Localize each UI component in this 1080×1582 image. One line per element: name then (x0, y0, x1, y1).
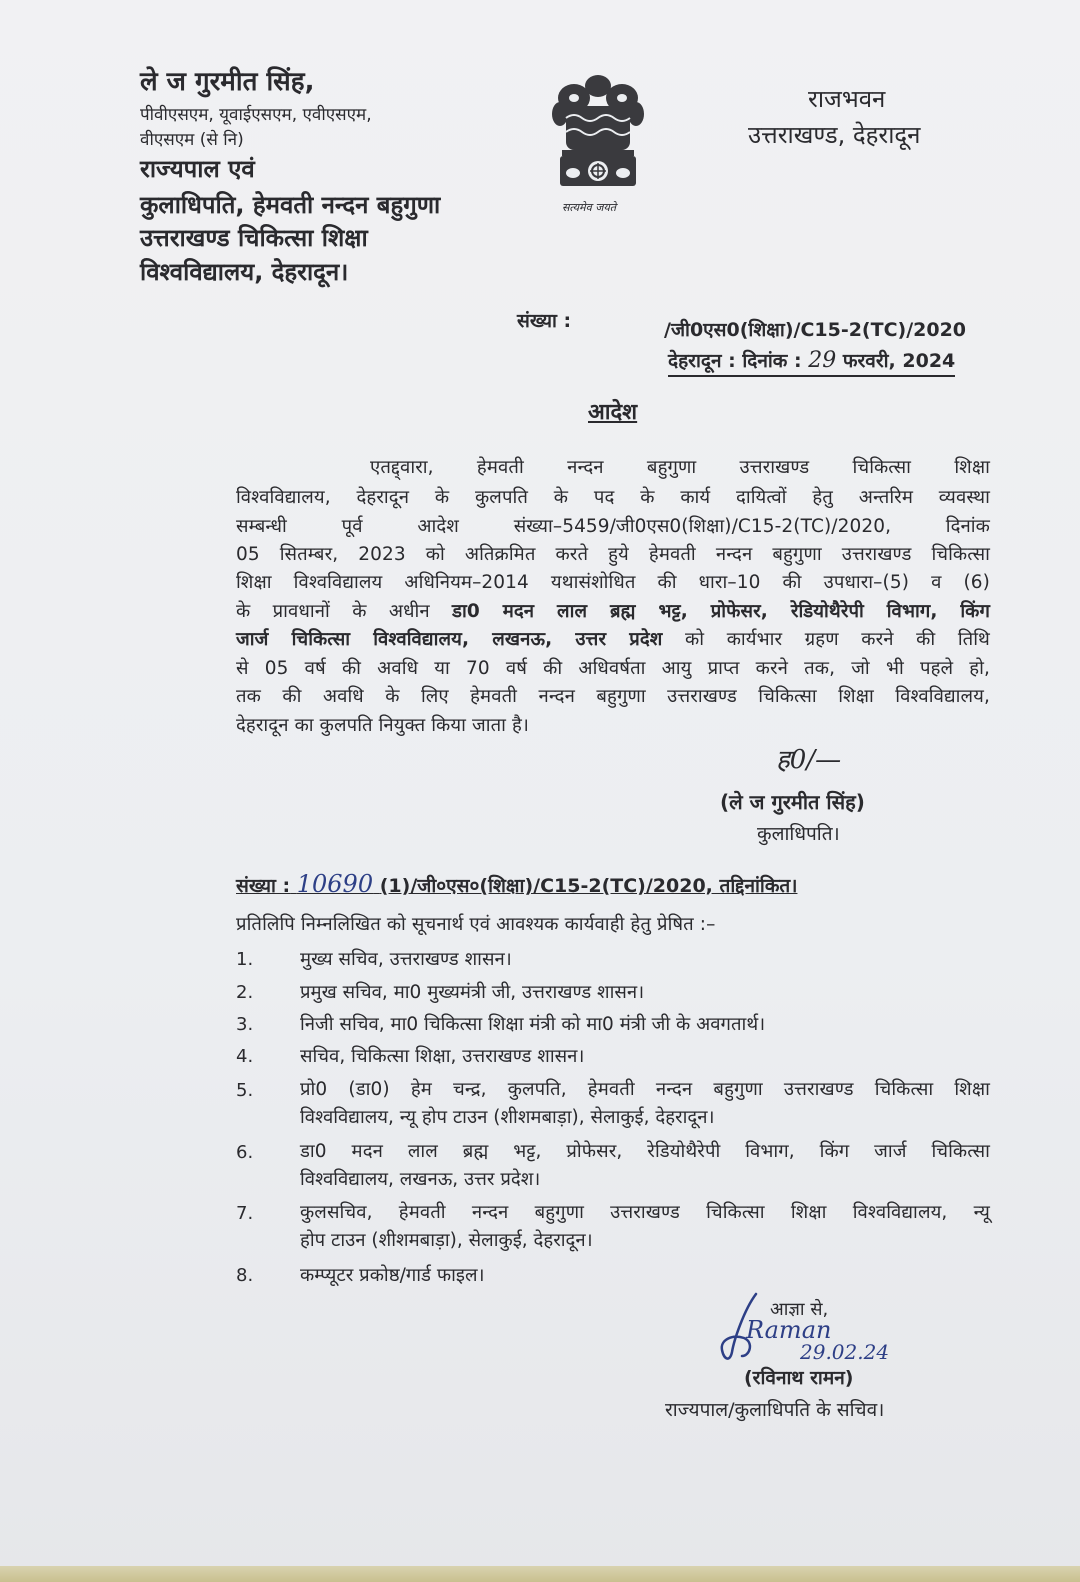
signature-handwritten: ह0/— (776, 745, 842, 775)
list-item-cont: विश्वविद्यालय, लखनऊ, उत्तर प्रदेश। (300, 1169, 541, 1190)
order-line-7-post: को कार्यभार ग्रहण करने की तिथि (662, 629, 990, 650)
sender-decorations-2: वीएसएम (से नि) (140, 130, 244, 150)
bottom-edge (0, 1566, 1080, 1582)
order-line-8 (236, 655, 990, 680)
sender-title-3: उत्तराखण्ड चिकित्सा शिक्षा (140, 224, 368, 252)
order-line-6 (236, 598, 990, 623)
signatory-designation: कुलाधिपति। (757, 823, 840, 845)
sender-title: राज्यपाल एवं (140, 155, 255, 183)
national-emblem-icon (546, 68, 650, 218)
list-item (300, 1076, 990, 1101)
order-line-text: विश्वविद्यालय, देहरादून के कुलपति के पद के कार्य दायित्वों हेतु अन्तरिम व्यवस्था (236, 487, 990, 508)
list-item: सचिव, चिकित्सा शिक्षा, उत्तराखण्ड शासन। (300, 1046, 585, 1067)
reference-label: संख्या : (517, 310, 572, 332)
appointee-name: डा0 मदन लाल ब्रह्म भट्ट, प्रोफेसर, रेडियोथैरेपी विभाग, किंग (452, 601, 990, 622)
signature-date: 29.02.24 (800, 1340, 890, 1364)
order-line-text: तक की अवधि के लिए हेमवती नन्दन बहुगुणा उत्तराखण्ड चिकित्सा शिक्षा विश्वविद्यालय, (236, 686, 990, 707)
sender-decorations: पीवीएसएम, यूवाईएसएम, एवीएसएम, (140, 105, 372, 125)
list-item-text: डा0 मदन लाल ब्रह्म भट्ट, प्रोफेसर, रेडियोथैरेपी विभाग, किंग जार्ज चिकित्सा (300, 1141, 990, 1162)
reference-date-label: देहरादून : दिनांक : (668, 350, 802, 372)
office-line-1: राजभवन (808, 85, 886, 113)
copy-number-rest: (1)/जी०एस०(शिक्षा)/C15-2(TC)/2020, तद्दिनांकित। (379, 875, 798, 897)
reference-date-rest: फरवरी, 2024 (842, 350, 956, 372)
copy-number-label: संख्या : (236, 875, 291, 897)
signatory-name: (ले ज गुरमीत सिंह) (720, 790, 865, 814)
order-line-9 (236, 683, 990, 708)
list-item-number: 4. (236, 1046, 254, 1067)
list-item-cont: विश्वविद्यालय, न्यू होप टाउन (शीशमबाड़ा), सेलाकुई, देहरादून। (300, 1107, 715, 1128)
reference-date (668, 347, 955, 377)
copy-number-handwritten: 10690 (296, 870, 374, 898)
order-line-2 (236, 484, 990, 509)
order-line-7 (236, 626, 990, 651)
list-item-number: 3. (236, 1014, 254, 1035)
sender-title-4: विश्वविद्यालय, देहरादून। (140, 258, 349, 286)
sender-name: ले ज गुरमीत सिंह, (140, 67, 315, 97)
order-line-text: सम्बन्धी पूर्व आदेश संख्या–5459/जी0एस0(शिक्षा)/C15-2(TC)/2020, दिनांक (236, 516, 990, 537)
list-item: मुख्य सचिव, उत्तराखण्ड शासन। (300, 949, 512, 970)
list-item-cont: होप टाउन (शीशमबाड़ा), सेलाकुई, देहरादून। (300, 1230, 593, 1251)
copy-intro: प्रतिलिपि निम्नलिखित को सूचनार्थ एवं आवश्यक कार्यवाही हेतु प्रेषित :– (236, 914, 716, 935)
office-line-2: उत्तराखण्ड, देहरादून (748, 121, 921, 149)
list-item (300, 1199, 990, 1224)
list-item-number: 1. (236, 949, 254, 970)
list-item-number: 5. (236, 1080, 254, 1101)
list-item-number: 8. (236, 1265, 254, 1286)
signatory-name-2: (रविनाथ रामन) (744, 1367, 854, 1389)
list-item-number: 6. (236, 1142, 254, 1163)
order-line-4 (236, 541, 990, 566)
signatory-designation-2: राज्यपाल/कुलाधिपति के सचिव। (665, 1399, 885, 1421)
sender-title-2: कुलाधिपति, हेमवती नन्दन बहुगुणा (140, 191, 441, 219)
order-line-5 (236, 569, 990, 594)
list-item-text: कुलसचिव, हेमवती नन्दन बहुगुणा उत्तराखण्ड चिकित्सा शिक्षा विश्वविद्यालय, न्यू (300, 1202, 990, 1223)
emblem-motto: सत्यमेव जयते (562, 201, 617, 214)
list-item-number: 2. (236, 982, 254, 1003)
order-line-1 (370, 454, 990, 479)
list-item: प्रमुख सचिव, मा0 मुख्यमंत्री जी, उत्तराखण्ड शासन। (300, 982, 645, 1003)
list-item: कम्प्यूटर प्रकोष्ठ/गार्ड फाइल। (300, 1265, 485, 1286)
reference-date-day: 29 (808, 348, 837, 373)
order-line-text: एतद्द्वारा, हेमवती नन्दन बहुगुणा उत्तराखण्ड चिकित्सा शिक्षा (370, 457, 990, 478)
reference-number: /जी0एस0(शिक्षा)/C15-2(TC)/2020 (664, 319, 967, 341)
list-item-text: प्रो0 (डा0) हेम चन्द्र, कुलपति, हेमवती नन्दन बहुगुणा उत्तराखण्ड चिकित्सा शिक्षा (300, 1079, 990, 1100)
order-line-3 (236, 513, 990, 538)
order-line-6-pre: के प्रावधानों के अधीन (236, 601, 453, 622)
appointee-institution: जार्ज चिकित्सा विश्वविद्यालय, लखनऊ, उत्तर प्रदेश (236, 629, 663, 650)
order-heading: आदेश (588, 400, 638, 425)
order-line-10: देहरादून का कुलपति नियुक्त किया जाता है। (236, 715, 530, 736)
order-line-text: शिक्षा विश्वविद्यालय अधिनियम–2014 यथासंशोधित की धारा–10 की उपधारा–(5) व (6) (236, 572, 990, 593)
order-line-text: से 05 वर्ष की अवधि या 70 वर्ष की अधिवर्षता आयु प्राप्त करने तक, जो भी पहले हो, (236, 658, 990, 679)
list-item (300, 1138, 990, 1163)
by-order-label: आज्ञा से, (770, 1299, 829, 1320)
list-item: निजी सचिव, मा0 चिकित्सा शिक्षा मंत्री को मा0 मंत्री जी के अवगतार्थ। (300, 1014, 766, 1035)
signature-handwritten-2: Raman (746, 1316, 832, 1344)
copy-number (236, 870, 797, 898)
list-item-number: 7. (236, 1203, 254, 1224)
order-line-text: 05 सितम्बर, 2023 को अतिक्रमित करते हुये हेमवती नन्दन बहुगुणा उत्तराखण्ड चिकित्सा (236, 544, 990, 565)
